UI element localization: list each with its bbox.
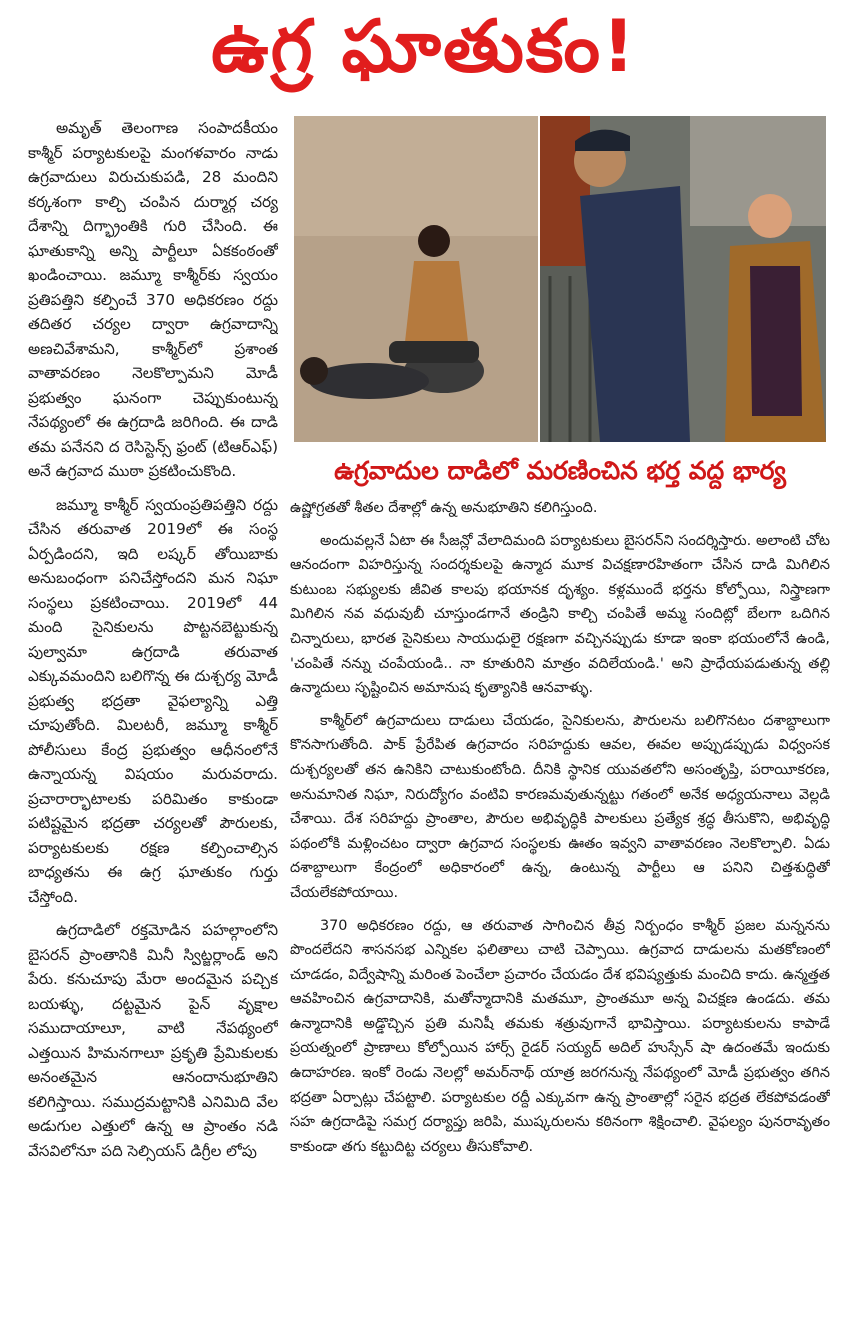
news-photo-right — [540, 116, 826, 442]
right-paragraph-1: ఉష్ణోగ్రతతో శీతల దేశాల్లో ఉన్న అనుభూతిని కలిగిస్తుంది. — [290, 500, 598, 516]
news-photo-left — [294, 116, 538, 442]
right-paragraph-2: అందువల్లనే ఏటా ఈ సీజన్లో వేలాదిమంది పర్యాటకులు బైసరన్‌ని సందర్శిస్తారు. అలాంటి చోట ఆనందంగా విహరిస్తున్న సందర్శకులపై ఉన్మాద మూక విచక్షణారహితంగా చేసిన దాడి మిగిలిన కుటుంబ సభ్యులకు జీవిత కాలపు భయానక దృశ్యం. కళ్లముందే భర్తను కోల్పోయి, నిస్త్రాణగా మిగిలిన నవ వధువుబీ చూస్తుండగానే తండ్రిని కాల్చి చంపితే అమ్మ సందిట్లో బేలగా ఒదిగిన చిన్నారులు, భారత సైనికులు సాయుధులై రక్షణగా వచ్చినప్పుడు కూడా ఇంకా భయంలోనే ఉండి, 'చంపితే నన్ను చంపేయండి.. నా కూతురిని మాత్రం వదిలేయండి.' అని ప్రాధేయపడుతున్న తల్లి ఉన్మాదులు సృష్టించిన అమానుష కృత్యానికి ఆనవాళ్ళు. — [290, 532, 830, 697]
left-paragraph-2: జమ్మూ కాశ్మీర్ స్వయంప్రతిపత్తిని రద్దు చేసిన తరువాత 2019లో ఈ సంస్థ ఏర్పడిందని, ఇది లష్కర్ తోయిబాకు అనుబంధంగా పనిచేస్తోందని మన నిఘా సంస్థలు ప్రకటించాయి. 2019లో 44 మంది సైనికులను పొట్టనబెట్టుకున్న పుల్వామా ఉగ్రదాడి తరువాత ఎక్కువమందిని బలిగొన్న ఈ దుశ్చర్య మోడీ ప్రభుత్వ భద్రతా వైఫల్యాన్ని ఎత్తి చూపుతోంది. మిలటరీ, జమ్మూ కాశ్మీర్ పోలీసులు కేంద్ర ప్రభుత్వం ఆధీనంలోనే ఉన్నాయన్న విషయం మరువరాదు. ప్రచారార్భాటాలకు పరిమితం కాకుండా పటిష్టమైన భద్రతా చర్యలతో పౌరులకు, పర్యాటకులకు రక్షణ కల్పించాల్సిన బాధ్యతను ఈ ఉగ్ర ఘాతుకం గుర్తు చేస్తోంది. — [28, 495, 278, 906]
right-paragraph-3: కాశ్మీర్‌లో ఉగ్రవాదులు దాడులు చేయడం, సైనికులను, పౌరులను బలిగొనటం దశాబ్దాలుగా కొనసాగుతోంది. పాక్ ప్రేరేపిత ఉగ్రవాదం సరిహద్దుకు ఆవల, ఈవల అప్పుడప్పుడు విధ్వంసక దుశ్చర్యలతో తన ఉనికిని చాటుకుంటోంది. దీనికి స్థానిక యువతలోని అసంతృప్తి, పరాయీకరణ, అనుమానిత నిఘా, నిరుద్యోగం వంటివి కారణమవుతున్నట్టు గతంలో అనేక అధ్యయనాలు వెల్లడి చేశాయి. దేశ సరిహద్దు ప్రాంతాల, పౌరుల అభివృద్ధికి పాలకులు ప్రత్యేక శ్రద్ధ తీసుకొని, అభివృద్ధి పథంలోకి మళ్లించటం ద్వారా ఉగ్రవాద సంస్థలకు ఊతం ఇవ్వని వాతావరణం నెలకొల్పాలి. ఏడు దశాబ్దాలుగా కేంద్రంలో అధికారంలో ఉన్న, ఉంటున్న పార్టీలు ఆ పనిని చిత్తశుద్ధితో చేయలేకపోయాయి. — [290, 712, 830, 901]
left-paragraph-1: అమృత్ తెలంగాణ సంపాదకీయం కాశ్మీర్ పర్యాటకులపై మంగళవారం నాడు ఉగ్రవాదులు విరుచుకుపడి, 28 మందిని కర్కశంగా కాల్చి చంపిన దుర్మార్గ చర్య దేశాన్ని దిగ్భ్రాంతికి గురి చేసింది. ఈ ఘాతుకాన్ని అన్ని పార్టీలూ ఏకకంఠంతో ఖండించాయి. జమ్మూ కాశ్మీర్‌కు స్వయం ప్రతిపత్తిని కల్పించే 370 అధికరణం రద్దు తదితర చర్యల ద్వారా ఉగ్రవాదాన్ని అణచివేశామని, కాశ్మీర్‌లో ప్రశాంత వాతావరణం నెలకొల్పామని మోడీ ప్రభుత్వం ఘనంగా చెప్పుకుంటున్న నేపథ్యంలో ఈ ఉగ్రదాడి జరిగింది. ఈ దాడి తమ పనేనని ద రెసిస్టెన్స్ ఫ్రంట్ (టిఆర్‌ఎఫ్) అనే ఉగ్రవాద ముఠా ప్రకటించుకొంది. — [28, 119, 278, 480]
photo-caption: ఉగ్రవాదుల దాడిలో మరణించిన భర్త వద్ద భార్య — [334, 456, 786, 485]
left-paragraph-3: ఉగ్రదాడిలో రక్తమోడిన పహల్గాంలోని బైసరన్ ప్రాంతానికి మినీ స్విట్జర్లాండ్ అని పేరు. కనుచూపు మేరా అందమైన పచ్చిక బయళ్ళు, దట్టమైన పైన్ వృక్షాల సముదాయాలూ, వాటి నేపథ్యంలో ఎత్తయిన హిమనగాలూ ప్రకృతి ప్రేమికులకు అనంతమైన ఆనందానుభూతిని కలిగిస్తాయి. సముద్రమట్టానికి ఎనిమిది వేల అడుగుల ఎత్తులో ఉన్న ఆ ప్రాంతం నడి వేసవిలోనూ పది సెల్సియస్ డిగ్రీల లోపు — [28, 921, 278, 1160]
right-column — [290, 496, 830, 1311]
left-column — [28, 116, 278, 1311]
headline: ఉగ్ర ఘాతుకం! — [211, 4, 637, 88]
right-paragraph-4: 370 అధికరణం రద్దు, ఆ తరువాత సాగించిన తీవ్ర నిర్బంధం కాశ్మీర్ ప్రజల మన్ననను పొందలేదని శాసనసభ ఎన్నికల ఫలితాలు చాటి చెప్పాయి. ఉగ్రవాద దాడులను మతకోణంలో చూడడం, విద్వేషాన్ని మరింత పెంచేలా ప్రచారం చేయడం దేశ భవిష్యత్తుకు మంచిది కాదు. ఉన్మత్తత ఆవహించిన ఉగ్రవాదానికి, మతోన్మాదానికి మతమూ, ప్రాంతమూ అన్న విచక్షణ ఉండదు. తమ ఉన్మాదానికి అడ్డొచ్చిన ప్రతి మనిషీ తమకు శత్రువుగానే భావిస్తాయి. పర్యాటకులను కాపాడే ప్రయత్నంలో ప్రాణాలు కోల్పోయిన హార్స్ రైడర్ సయ్యద్ అదిల్ హుస్సేన్ షా ఉదంతమే ఇందుకు ఉదాహరణ. ఇంకో రెండు నెలల్లో అమర్‌నాథ్ యాత్ర జరగనున్న నేపథ్యంలో మోడీ ప్రభుత్వం తగిన భద్రతా ఏర్పాట్లు చేపట్టాలి. పర్యాటకుల రద్దీ ఎక్కువగా ఉన్న ప్రాంతాల్లో సరైన భద్రత లేకపోవడంతో సహ ఉగ్రదాడిపై సమగ్ర దర్యాప్తు జరిపి, ముష్కరులను కఠినంగా శిక్షించాలి. వైఫల్యం పునరావృతం కాకుండా తగు కట్టుదిట్ట చర్యలు తీసుకోవాలి. — [290, 917, 830, 1155]
